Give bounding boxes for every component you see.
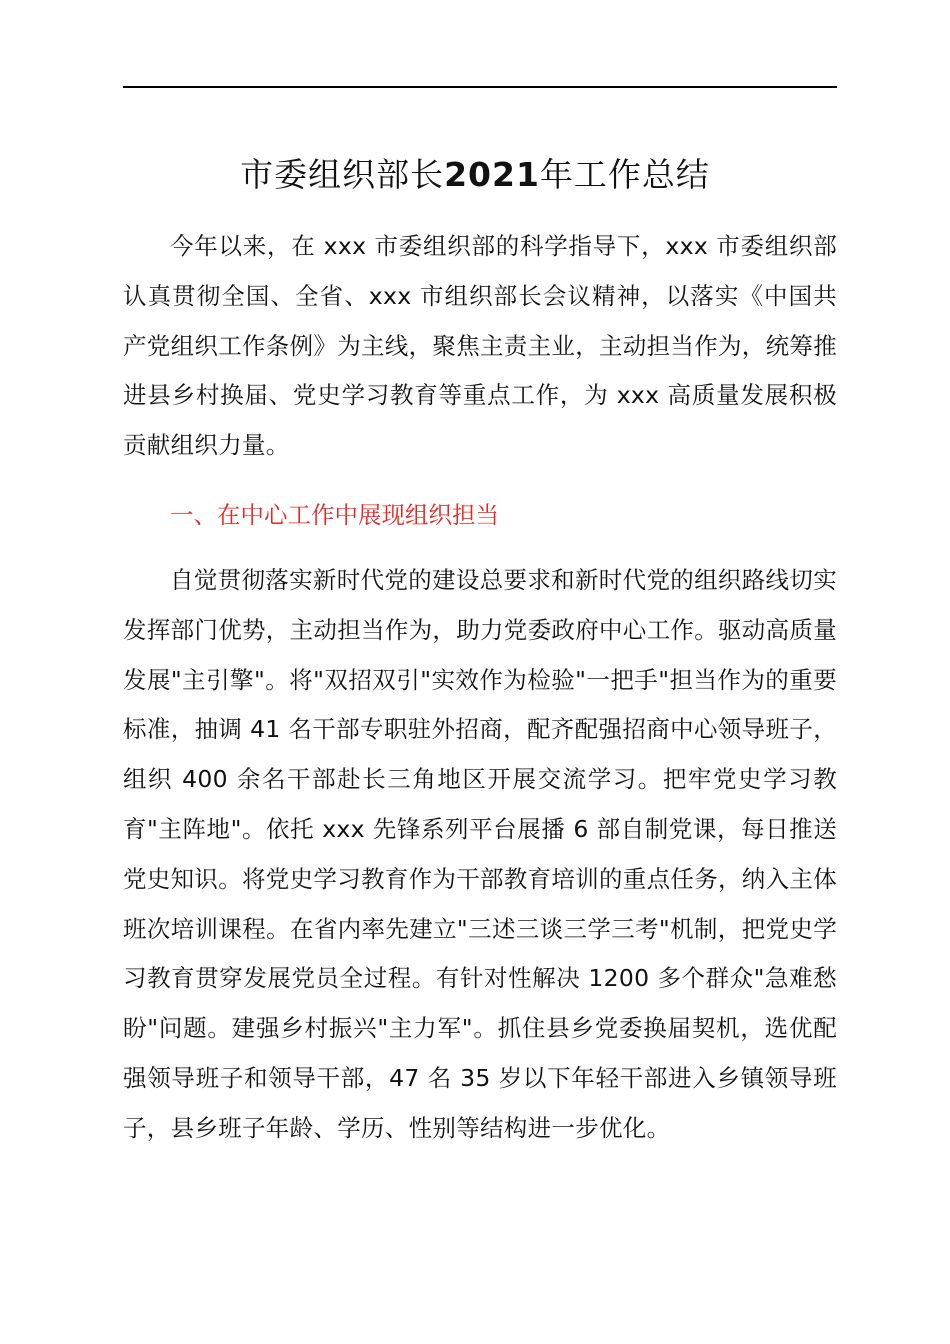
title-year: 2021 (444, 155, 540, 194)
intro-paragraph: 今年以来，在 xxx 市委组织部的科学指导下，xxx 市委组织部认真贯彻全国、全省、xxx 市组织部长会议精神，以落实《中国共产党组织工作条例》为主线，聚焦主责主业，主动担当作为，统筹推进县乡村换届、党史学习教育等重点工作，为 xxx 高质量发展积极贡献组织力量。 (123, 232, 837, 460)
document-title (0, 146, 950, 204)
header-rule (123, 86, 837, 88)
section-heading-1: 一、在中心工作中展现组织担当 (170, 501, 499, 529)
title-prefix: 市委组织部长 (240, 155, 445, 194)
section-1-paragraph: 自觉贯彻落实新时代党的建设总要求和新时代党的组织路线切实发挥部门优势，主动担当作为，助力党委政府中心工作。驱动高质量发展"主引擎"。将"双招双引"实效作为检验"一把手"担当作为的重要标准，抽调 41 名干部专职驻外招商，配齐配强招商中心领导班子，组织 400 余名干部赴长三角地区开展交流学习。把牢党史学习教育"主阵地"。依托 xxx 先锋系列平台展播 6 部自制党课，每日推送党史知识。将党史学习教育作为干部教育培训的重点任务，纳入主体班次培训课程。在省内率先建立"三述三谈三学三考"机制，把党史学习教育贯穿发展党员全过程。有针对性解决 1200 多个群众"急难愁盼"问题。建强乡村振兴"主力军"。抓住县乡党委换届契机，选优配强领导班子和领导干部，47 名 35 岁以下年轻干部进入乡镇领导班子，县乡班子年龄、学历、性别等结构进一步优化。 (123, 566, 837, 1142)
title-suffix: 年工作总结 (539, 155, 710, 194)
